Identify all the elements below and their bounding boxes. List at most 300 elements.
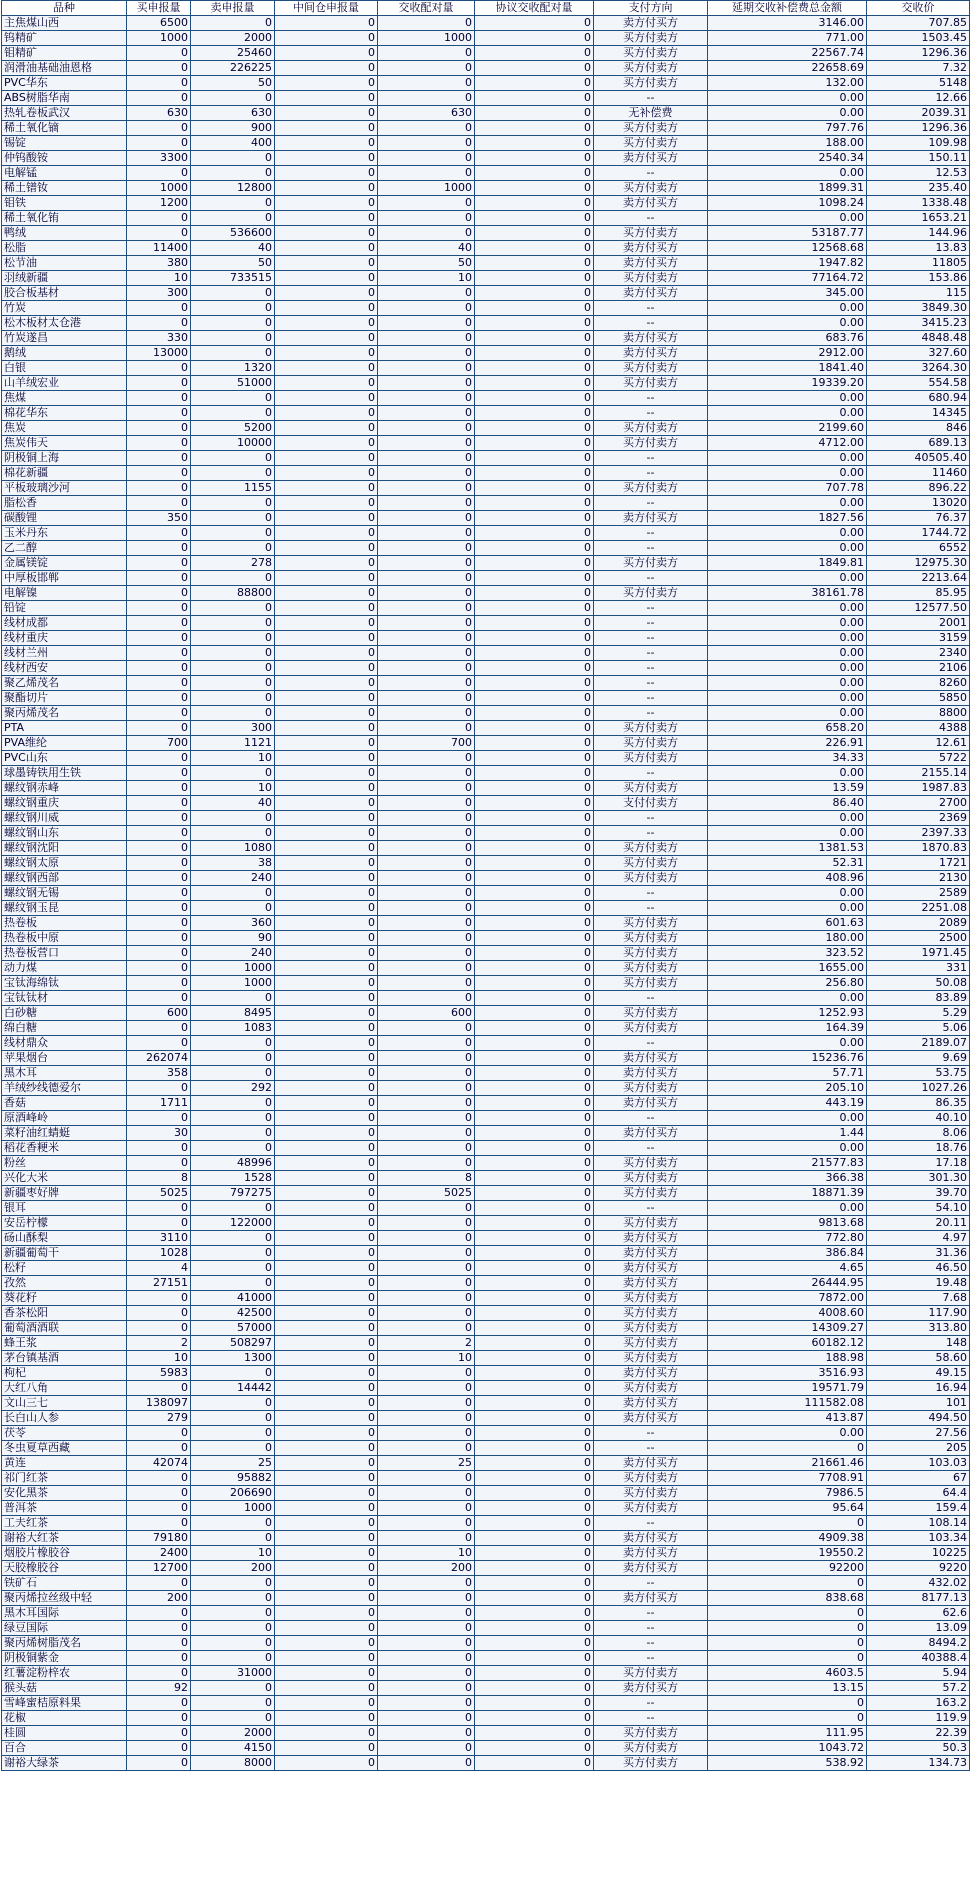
intermediate-declared-cell: 0 bbox=[275, 421, 378, 436]
sell-declared-cell: 1000 bbox=[191, 976, 275, 991]
compensation-total-cell: 86.40 bbox=[708, 796, 867, 811]
table-row bbox=[2, 181, 970, 196]
settlement-price-cell: 64.4 bbox=[867, 1486, 970, 1501]
matched-quantity-cell: 0 bbox=[378, 1291, 475, 1306]
buy-declared-cell: 0 bbox=[127, 586, 191, 601]
table-row bbox=[2, 1231, 970, 1246]
payment-direction-cell: 买方付卖方 bbox=[594, 871, 708, 886]
settlement-price-cell: 3415.23 bbox=[867, 316, 970, 331]
variety-cell: 胶合板基材 bbox=[2, 286, 127, 301]
variety-cell: 热卷板 bbox=[2, 916, 127, 931]
table-row bbox=[2, 1021, 970, 1036]
intermediate-declared-cell: 0 bbox=[275, 586, 378, 601]
buy-declared-cell: 0 bbox=[127, 1651, 191, 1666]
table-row bbox=[2, 1381, 970, 1396]
agreement-matched-cell: 0 bbox=[475, 886, 594, 901]
settlement-price-cell: 9220 bbox=[867, 1561, 970, 1576]
matched-quantity-cell: 0 bbox=[378, 1501, 475, 1516]
settlement-price-cell: 163.2 bbox=[867, 1696, 970, 1711]
agreement-matched-cell: 0 bbox=[475, 946, 594, 961]
settlement-price-cell: 109.98 bbox=[867, 136, 970, 151]
compensation-total-cell: 57.71 bbox=[708, 1066, 867, 1081]
settlement-price-cell: 235.40 bbox=[867, 181, 970, 196]
payment-direction-cell: -- bbox=[594, 1111, 708, 1126]
variety-cell: 烟胶片橡胶谷 bbox=[2, 1546, 127, 1561]
compensation-total-cell: 180.00 bbox=[708, 931, 867, 946]
intermediate-declared-cell: 0 bbox=[275, 136, 378, 151]
payment-direction-cell: -- bbox=[594, 391, 708, 406]
table-row bbox=[2, 751, 970, 766]
agreement-matched-cell: 0 bbox=[475, 466, 594, 481]
compensation-total-cell: 132.00 bbox=[708, 76, 867, 91]
variety-cell: 电解锰 bbox=[2, 166, 127, 181]
variety-cell: 黑木耳 bbox=[2, 1066, 127, 1081]
matched-quantity-cell: 0 bbox=[378, 1426, 475, 1441]
table-row bbox=[2, 211, 970, 226]
intermediate-declared-cell: 0 bbox=[275, 436, 378, 451]
settlement-price-cell: 1027.26 bbox=[867, 1081, 970, 1096]
variety-cell: 聚酯切片 bbox=[2, 691, 127, 706]
settlement-price-cell: 2397.33 bbox=[867, 826, 970, 841]
settlement-price-cell: 5.29 bbox=[867, 1006, 970, 1021]
buy-declared-cell: 0 bbox=[127, 376, 191, 391]
variety-cell: 聚乙烯茂名 bbox=[2, 676, 127, 691]
agreement-matched-cell: 0 bbox=[475, 1606, 594, 1621]
settlement-price-cell: 58.60 bbox=[867, 1351, 970, 1366]
sell-declared-cell: 0 bbox=[191, 766, 275, 781]
table-row bbox=[2, 1066, 970, 1081]
matched-quantity-cell: 0 bbox=[378, 1636, 475, 1651]
settlement-price-cell: 327.60 bbox=[867, 346, 970, 361]
table-row bbox=[2, 361, 970, 376]
settlement-price-cell: 86.35 bbox=[867, 1096, 970, 1111]
variety-cell: 松脂 bbox=[2, 241, 127, 256]
matched-quantity-cell: 0 bbox=[378, 751, 475, 766]
payment-direction-cell: 卖方付买方 bbox=[594, 331, 708, 346]
table-row bbox=[2, 91, 970, 106]
payment-direction-cell: -- bbox=[594, 661, 708, 676]
intermediate-declared-cell: 0 bbox=[275, 121, 378, 136]
table-body bbox=[2, 16, 970, 1771]
sell-declared-cell: 226225 bbox=[191, 61, 275, 76]
payment-direction-cell: 买方付卖方 bbox=[594, 856, 708, 871]
table-row bbox=[2, 1606, 970, 1621]
intermediate-declared-cell: 0 bbox=[275, 1321, 378, 1336]
compensation-total-cell: 77164.72 bbox=[708, 271, 867, 286]
intermediate-declared-cell: 0 bbox=[275, 1426, 378, 1441]
payment-direction-cell: -- bbox=[594, 166, 708, 181]
buy-declared-cell: 0 bbox=[127, 1381, 191, 1396]
payment-direction-cell: 买方付卖方 bbox=[594, 1171, 708, 1186]
settlement-price-cell: 50.08 bbox=[867, 976, 970, 991]
compensation-total-cell: 0.00 bbox=[708, 166, 867, 181]
table-row bbox=[2, 331, 970, 346]
matched-quantity-cell: 0 bbox=[378, 121, 475, 136]
table-row bbox=[2, 736, 970, 751]
intermediate-declared-cell: 0 bbox=[275, 556, 378, 571]
sell-declared-cell: 0 bbox=[191, 1426, 275, 1441]
variety-cell: 安化黑茶 bbox=[2, 1486, 127, 1501]
payment-direction-cell: -- bbox=[594, 646, 708, 661]
sell-declared-cell: 508297 bbox=[191, 1336, 275, 1351]
delivery-report-table bbox=[1, 0, 970, 1771]
buy-declared-cell: 79180 bbox=[127, 1531, 191, 1546]
variety-cell: 主焦煤山西 bbox=[2, 16, 127, 31]
compensation-total-cell: 0.00 bbox=[708, 301, 867, 316]
matched-quantity-cell: 0 bbox=[378, 1696, 475, 1711]
variety-cell: 银耳 bbox=[2, 1201, 127, 1216]
compensation-total-cell: 19339.20 bbox=[708, 376, 867, 391]
matched-quantity-cell: 0 bbox=[378, 46, 475, 61]
compensation-total-cell: 0 bbox=[708, 1441, 867, 1456]
compensation-total-cell: 1827.56 bbox=[708, 511, 867, 526]
agreement-matched-cell: 0 bbox=[475, 781, 594, 796]
variety-cell: 绵白糖 bbox=[2, 1021, 127, 1036]
sell-declared-cell: 0 bbox=[191, 1681, 275, 1696]
agreement-matched-cell: 0 bbox=[475, 241, 594, 256]
agreement-matched-cell: 0 bbox=[475, 1036, 594, 1051]
buy-declared-cell: 0 bbox=[127, 1141, 191, 1156]
payment-direction-cell: -- bbox=[594, 1201, 708, 1216]
compensation-total-cell: 2199.60 bbox=[708, 421, 867, 436]
compensation-total-cell: 0 bbox=[708, 1576, 867, 1591]
table-row bbox=[2, 421, 970, 436]
payment-direction-cell: -- bbox=[594, 886, 708, 901]
variety-cell: 钨精矿 bbox=[2, 31, 127, 46]
payment-direction-cell: 卖方付买方 bbox=[594, 241, 708, 256]
table-row bbox=[2, 346, 970, 361]
settlement-price-cell: 12.61 bbox=[867, 736, 970, 751]
settlement-price-cell: 11805 bbox=[867, 256, 970, 271]
table-row bbox=[2, 796, 970, 811]
intermediate-declared-cell: 0 bbox=[275, 646, 378, 661]
matched-quantity-cell: 0 bbox=[378, 196, 475, 211]
sell-declared-cell: 25460 bbox=[191, 46, 275, 61]
intermediate-declared-cell: 0 bbox=[275, 571, 378, 586]
intermediate-declared-cell: 0 bbox=[275, 1726, 378, 1741]
variety-cell: 聚丙烯茂名 bbox=[2, 706, 127, 721]
payment-direction-cell: -- bbox=[594, 406, 708, 421]
matched-quantity-cell: 0 bbox=[378, 1741, 475, 1756]
agreement-matched-cell: 0 bbox=[475, 1681, 594, 1696]
table-row bbox=[2, 811, 970, 826]
intermediate-declared-cell: 0 bbox=[275, 1351, 378, 1366]
settlement-price-cell: 13020 bbox=[867, 496, 970, 511]
agreement-matched-cell: 0 bbox=[475, 1276, 594, 1291]
variety-cell: 葡萄酒酒联 bbox=[2, 1321, 127, 1336]
settlement-price-cell: 12975.30 bbox=[867, 556, 970, 571]
matched-quantity-cell: 0 bbox=[378, 1231, 475, 1246]
intermediate-declared-cell: 0 bbox=[275, 1156, 378, 1171]
intermediate-declared-cell: 0 bbox=[275, 91, 378, 106]
variety-cell: 动力煤 bbox=[2, 961, 127, 976]
payment-direction-cell: -- bbox=[594, 991, 708, 1006]
buy-declared-cell: 0 bbox=[127, 946, 191, 961]
payment-direction-cell: 买方付卖方 bbox=[594, 556, 708, 571]
settlement-price-cell: 2369 bbox=[867, 811, 970, 826]
matched-quantity-cell: 0 bbox=[378, 646, 475, 661]
agreement-matched-cell: 0 bbox=[475, 1381, 594, 1396]
header-agreement-matched: 协议交收配对量 bbox=[475, 1, 594, 16]
agreement-matched-cell: 0 bbox=[475, 316, 594, 331]
matched-quantity-cell: 0 bbox=[378, 511, 475, 526]
table-row bbox=[2, 1201, 970, 1216]
compensation-total-cell: 0.00 bbox=[708, 466, 867, 481]
table-row bbox=[2, 1486, 970, 1501]
variety-cell: 大红八角 bbox=[2, 1381, 127, 1396]
sell-declared-cell: 57000 bbox=[191, 1321, 275, 1336]
matched-quantity-cell: 0 bbox=[378, 361, 475, 376]
sell-declared-cell: 0 bbox=[191, 601, 275, 616]
buy-declared-cell: 358 bbox=[127, 1066, 191, 1081]
intermediate-declared-cell: 0 bbox=[275, 1561, 378, 1576]
payment-direction-cell: 无补偿费 bbox=[594, 106, 708, 121]
matched-quantity-cell: 200 bbox=[378, 1561, 475, 1576]
payment-direction-cell: 买方付卖方 bbox=[594, 1186, 708, 1201]
settlement-price-cell: 1744.72 bbox=[867, 526, 970, 541]
payment-direction-cell: 卖方付买方 bbox=[594, 1681, 708, 1696]
compensation-total-cell: 0 bbox=[708, 1651, 867, 1666]
payment-direction-cell: 买方付卖方 bbox=[594, 1471, 708, 1486]
payment-direction-cell: 卖方付买方 bbox=[594, 1051, 708, 1066]
settlement-price-cell: 20.11 bbox=[867, 1216, 970, 1231]
intermediate-declared-cell: 0 bbox=[275, 391, 378, 406]
matched-quantity-cell: 0 bbox=[378, 1141, 475, 1156]
compensation-total-cell: 0.00 bbox=[708, 106, 867, 121]
matched-quantity-cell: 0 bbox=[378, 541, 475, 556]
variety-cell: 螺纹钢太原 bbox=[2, 856, 127, 871]
sell-declared-cell: 0 bbox=[191, 1636, 275, 1651]
matched-quantity-cell: 0 bbox=[378, 766, 475, 781]
variety-cell: 焦煤 bbox=[2, 391, 127, 406]
variety-cell: 聚丙烯拉丝级中轻 bbox=[2, 1591, 127, 1606]
buy-declared-cell: 0 bbox=[127, 211, 191, 226]
settlement-price-cell: 2589 bbox=[867, 886, 970, 901]
agreement-matched-cell: 0 bbox=[475, 226, 594, 241]
agreement-matched-cell: 0 bbox=[475, 526, 594, 541]
matched-quantity-cell: 0 bbox=[378, 1591, 475, 1606]
matched-quantity-cell: 0 bbox=[378, 976, 475, 991]
payment-direction-cell: -- bbox=[594, 316, 708, 331]
table-row bbox=[2, 1276, 970, 1291]
compensation-total-cell: 21661.46 bbox=[708, 1456, 867, 1471]
agreement-matched-cell: 0 bbox=[475, 1171, 594, 1186]
buy-declared-cell: 3300 bbox=[127, 151, 191, 166]
variety-cell: 白银 bbox=[2, 361, 127, 376]
compensation-total-cell: 0 bbox=[708, 1696, 867, 1711]
buy-declared-cell: 0 bbox=[127, 526, 191, 541]
agreement-matched-cell: 0 bbox=[475, 721, 594, 736]
variety-cell: 仲钨酸铵 bbox=[2, 151, 127, 166]
matched-quantity-cell: 0 bbox=[378, 901, 475, 916]
variety-cell: 竹炭遂昌 bbox=[2, 331, 127, 346]
intermediate-declared-cell: 0 bbox=[275, 1396, 378, 1411]
compensation-total-cell: 0.00 bbox=[708, 1036, 867, 1051]
sell-declared-cell: 0 bbox=[191, 511, 275, 526]
matched-quantity-cell: 10 bbox=[378, 1351, 475, 1366]
compensation-total-cell: 0.00 bbox=[708, 661, 867, 676]
variety-cell: 宝钛海绵钛 bbox=[2, 976, 127, 991]
table-row bbox=[2, 1651, 970, 1666]
compensation-total-cell: 0.00 bbox=[708, 391, 867, 406]
variety-cell: 菜籽油红蜻蜓 bbox=[2, 1126, 127, 1141]
settlement-price-cell: 2340 bbox=[867, 646, 970, 661]
payment-direction-cell: 卖方付买方 bbox=[594, 1591, 708, 1606]
settlement-price-cell: 2130 bbox=[867, 871, 970, 886]
buy-declared-cell: 0 bbox=[127, 751, 191, 766]
payment-direction-cell: 买方付卖方 bbox=[594, 931, 708, 946]
table-row bbox=[2, 1156, 970, 1171]
buy-declared-cell: 11400 bbox=[127, 241, 191, 256]
intermediate-declared-cell: 0 bbox=[275, 811, 378, 826]
buy-declared-cell: 0 bbox=[127, 976, 191, 991]
variety-cell: 百合 bbox=[2, 1741, 127, 1756]
variety-cell: 祁门红茶 bbox=[2, 1471, 127, 1486]
buy-declared-cell: 0 bbox=[127, 166, 191, 181]
buy-declared-cell: 0 bbox=[127, 1666, 191, 1681]
sell-declared-cell: 797275 bbox=[191, 1186, 275, 1201]
table-row bbox=[2, 1621, 970, 1636]
agreement-matched-cell: 0 bbox=[475, 556, 594, 571]
intermediate-declared-cell: 0 bbox=[275, 736, 378, 751]
table-row bbox=[2, 976, 970, 991]
table-row bbox=[2, 1471, 970, 1486]
payment-direction-cell: 买方付卖方 bbox=[594, 586, 708, 601]
buy-declared-cell: 0 bbox=[127, 136, 191, 151]
matched-quantity-cell: 0 bbox=[378, 856, 475, 871]
compensation-total-cell: 4.65 bbox=[708, 1261, 867, 1276]
agreement-matched-cell: 0 bbox=[475, 1741, 594, 1756]
matched-quantity-cell: 0 bbox=[378, 1471, 475, 1486]
sell-declared-cell: 0 bbox=[191, 676, 275, 691]
settlement-price-cell: 16.94 bbox=[867, 1381, 970, 1396]
table-row bbox=[2, 376, 970, 391]
matched-quantity-cell: 0 bbox=[378, 706, 475, 721]
matched-quantity-cell: 0 bbox=[378, 286, 475, 301]
sell-declared-cell: 10 bbox=[191, 751, 275, 766]
buy-declared-cell: 0 bbox=[127, 451, 191, 466]
variety-cell: 孜然 bbox=[2, 1276, 127, 1291]
matched-quantity-cell: 0 bbox=[378, 781, 475, 796]
buy-declared-cell: 0 bbox=[127, 1291, 191, 1306]
buy-declared-cell: 1000 bbox=[127, 181, 191, 196]
payment-direction-cell: 买方付卖方 bbox=[594, 421, 708, 436]
matched-quantity-cell: 2 bbox=[378, 1336, 475, 1351]
intermediate-declared-cell: 0 bbox=[275, 106, 378, 121]
matched-quantity-cell: 0 bbox=[378, 1621, 475, 1636]
payment-direction-cell: 买方付卖方 bbox=[594, 31, 708, 46]
matched-quantity-cell: 0 bbox=[378, 421, 475, 436]
matched-quantity-cell: 0 bbox=[378, 1381, 475, 1396]
variety-cell: 螺纹钢川威 bbox=[2, 811, 127, 826]
buy-declared-cell: 0 bbox=[127, 691, 191, 706]
agreement-matched-cell: 0 bbox=[475, 1096, 594, 1111]
settlement-price-cell: 7.68 bbox=[867, 1291, 970, 1306]
header-intermediate-declared: 中间仓申报量 bbox=[275, 1, 378, 16]
sell-declared-cell: 12800 bbox=[191, 181, 275, 196]
payment-direction-cell: 买方付卖方 bbox=[594, 1351, 708, 1366]
intermediate-declared-cell: 0 bbox=[275, 1441, 378, 1456]
compensation-total-cell: 4008.60 bbox=[708, 1306, 867, 1321]
table-row bbox=[2, 1336, 970, 1351]
intermediate-declared-cell: 0 bbox=[275, 1381, 378, 1396]
intermediate-declared-cell: 0 bbox=[275, 151, 378, 166]
matched-quantity-cell: 0 bbox=[378, 796, 475, 811]
agreement-matched-cell: 0 bbox=[475, 1291, 594, 1306]
matched-quantity-cell: 0 bbox=[378, 151, 475, 166]
compensation-total-cell: 0.00 bbox=[708, 451, 867, 466]
intermediate-declared-cell: 0 bbox=[275, 1246, 378, 1261]
variety-cell: 热卷板营口 bbox=[2, 946, 127, 961]
settlement-price-cell: 144.96 bbox=[867, 226, 970, 241]
sell-declared-cell: 1528 bbox=[191, 1171, 275, 1186]
settlement-price-cell: 896.22 bbox=[867, 481, 970, 496]
payment-direction-cell: 买方付卖方 bbox=[594, 481, 708, 496]
intermediate-declared-cell: 0 bbox=[275, 1471, 378, 1486]
variety-cell: 新疆葡萄干 bbox=[2, 1246, 127, 1261]
variety-cell: 阴极铜上海 bbox=[2, 451, 127, 466]
matched-quantity-cell: 0 bbox=[378, 841, 475, 856]
intermediate-declared-cell: 0 bbox=[275, 1591, 378, 1606]
agreement-matched-cell: 0 bbox=[475, 1486, 594, 1501]
intermediate-declared-cell: 0 bbox=[275, 166, 378, 181]
table-row bbox=[2, 601, 970, 616]
buy-declared-cell: 0 bbox=[127, 1486, 191, 1501]
buy-declared-cell: 6500 bbox=[127, 16, 191, 31]
settlement-price-cell: 27.56 bbox=[867, 1426, 970, 1441]
sell-declared-cell: 0 bbox=[191, 91, 275, 106]
intermediate-declared-cell: 0 bbox=[275, 691, 378, 706]
compensation-total-cell: 19550.2 bbox=[708, 1546, 867, 1561]
compensation-total-cell: 19571.79 bbox=[708, 1381, 867, 1396]
payment-direction-cell: 买方付卖方 bbox=[594, 1501, 708, 1516]
buy-declared-cell: 2400 bbox=[127, 1546, 191, 1561]
buy-declared-cell: 0 bbox=[127, 46, 191, 61]
agreement-matched-cell: 0 bbox=[475, 811, 594, 826]
table-row bbox=[2, 46, 970, 61]
table-row bbox=[2, 1441, 970, 1456]
sell-declared-cell: 0 bbox=[191, 466, 275, 481]
matched-quantity-cell: 0 bbox=[378, 1726, 475, 1741]
payment-direction-cell: 买方付卖方 bbox=[594, 271, 708, 286]
variety-cell: 铅锭 bbox=[2, 601, 127, 616]
compensation-total-cell: 7986.5 bbox=[708, 1486, 867, 1501]
settlement-price-cell: 83.89 bbox=[867, 991, 970, 1006]
variety-cell: 宝钛钛材 bbox=[2, 991, 127, 1006]
matched-quantity-cell: 0 bbox=[378, 1606, 475, 1621]
payment-direction-cell: 买方付卖方 bbox=[594, 61, 708, 76]
sell-declared-cell: 1320 bbox=[191, 361, 275, 376]
buy-declared-cell: 0 bbox=[127, 631, 191, 646]
buy-declared-cell: 300 bbox=[127, 286, 191, 301]
sell-declared-cell: 50 bbox=[191, 256, 275, 271]
table-row bbox=[2, 106, 970, 121]
table-row bbox=[2, 1246, 970, 1261]
payment-direction-cell: 买方付卖方 bbox=[594, 1291, 708, 1306]
table-row bbox=[2, 931, 970, 946]
buy-declared-cell: 0 bbox=[127, 1306, 191, 1321]
buy-declared-cell: 0 bbox=[127, 421, 191, 436]
variety-cell: 葵花籽 bbox=[2, 1291, 127, 1306]
settlement-price-cell: 8.06 bbox=[867, 1126, 970, 1141]
buy-declared-cell: 0 bbox=[127, 1111, 191, 1126]
settlement-price-cell: 5.06 bbox=[867, 1021, 970, 1036]
compensation-total-cell: 111.95 bbox=[708, 1726, 867, 1741]
buy-declared-cell: 0 bbox=[127, 841, 191, 856]
buy-declared-cell: 8 bbox=[127, 1171, 191, 1186]
variety-cell: 天胶橡胶谷 bbox=[2, 1561, 127, 1576]
matched-quantity-cell: 0 bbox=[378, 91, 475, 106]
